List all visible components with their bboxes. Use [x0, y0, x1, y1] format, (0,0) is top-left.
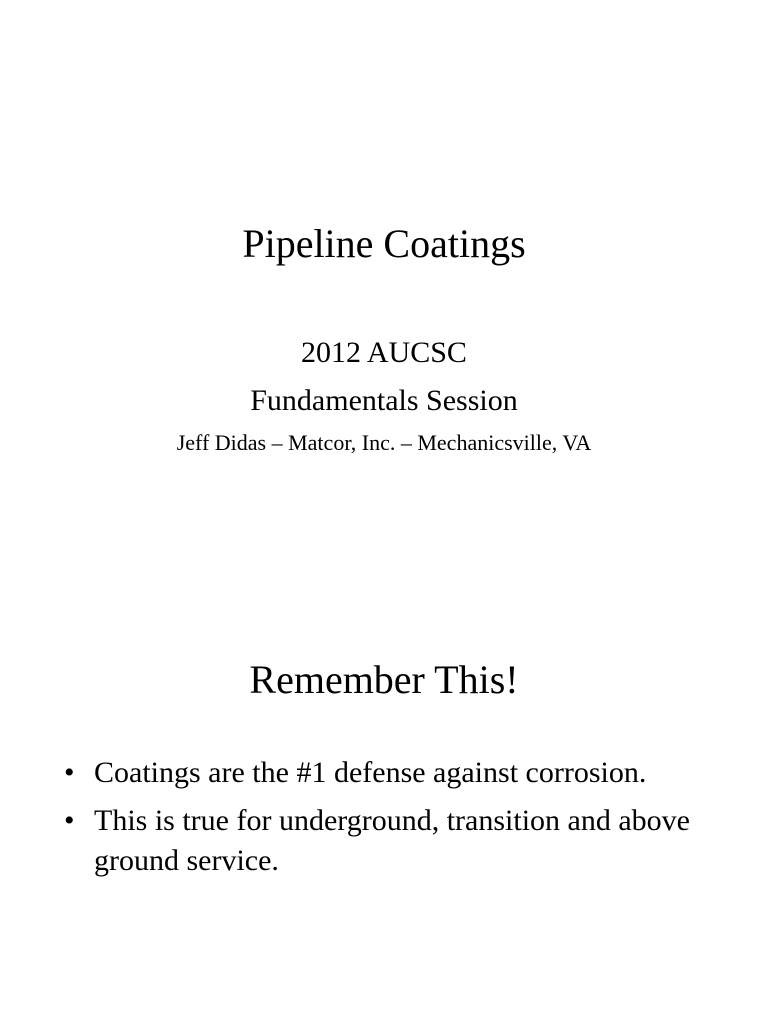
bullet-item: [64, 753, 724, 793]
event-name: 2012 AUCSC: [301, 336, 467, 369]
bullet-marker: •: [64, 756, 75, 789]
bullet-list: [64, 753, 724, 889]
bullet-marker: •: [64, 804, 75, 837]
presenter-info: Jeff Didas – Matcor, Inc. – Mechanicsville, VA: [176, 430, 592, 455]
bullet-text: This is true for underground, transition and above ground service.: [94, 804, 690, 877]
slide-title: Pipeline Coatings: [242, 221, 526, 266]
slide-heading: Remember This!: [249, 657, 519, 702]
bullet-item: [64, 801, 724, 881]
content-slide: [0, 600, 768, 1024]
session-name: Fundamentals Session: [250, 384, 518, 417]
bullet-text: Coatings are the #1 defense against corrosion.: [94, 756, 647, 789]
